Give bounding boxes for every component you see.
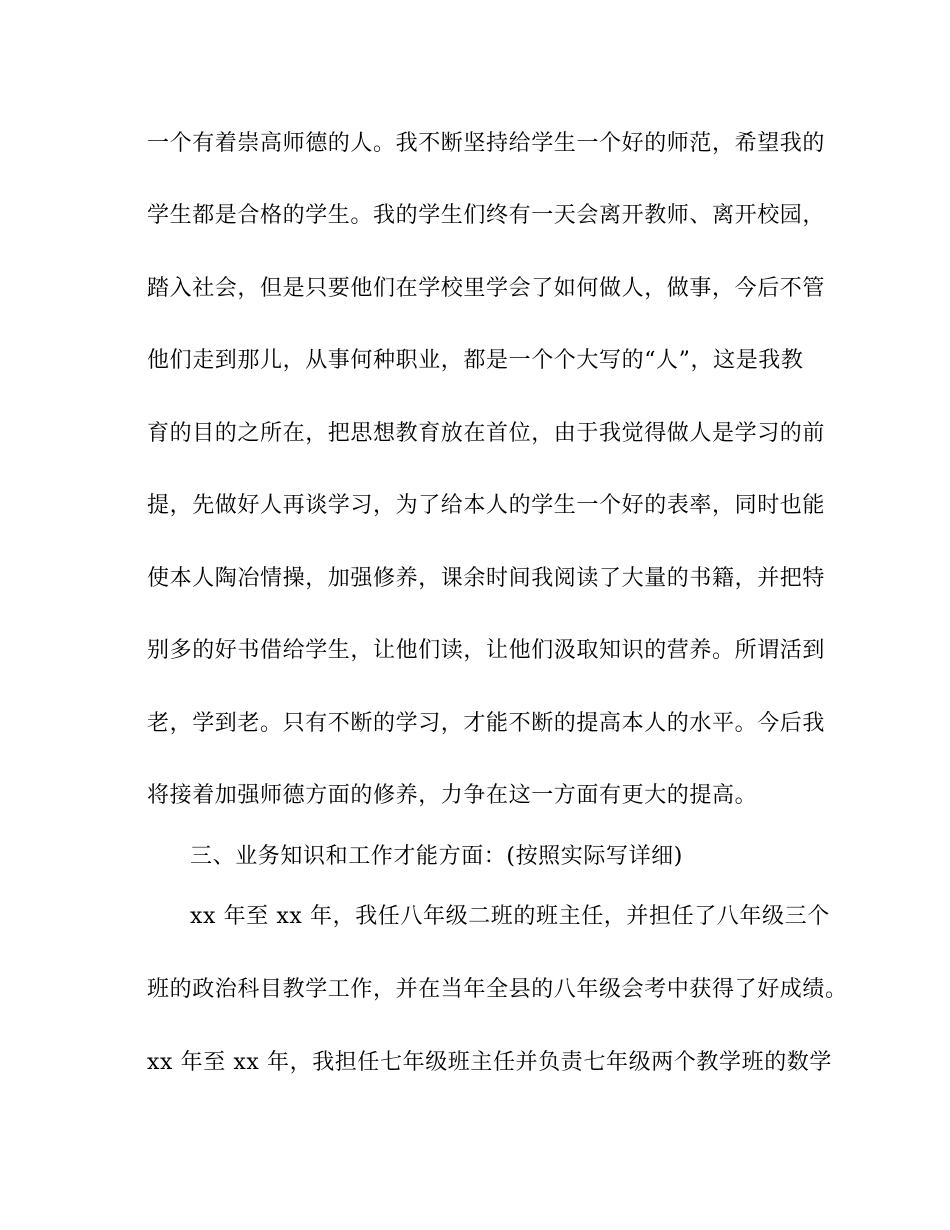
text-line: 使本人陶冶情操，加强修养，课余时间我阅读了大量的书籍，并把特 (147, 566, 826, 591)
section-heading: 三、业务知识和工作才能方面：(按照实际写详细) (190, 844, 683, 869)
text-line: 他们走到那儿，从事何种职业，都是一个个大写的“人”，这是我教 (147, 348, 804, 373)
text-line: 踏入社会，但是只要他们在学校里学会了如何做人，做事，今后不管 (147, 276, 826, 301)
text-line: 一个有着崇高师德的人。我不断坚持给学生一个好的师范，希望我的 (147, 131, 826, 156)
paragraph-start-line: xx 年至 xx 年，我任八年级二班的班主任，并担任了八年级三个 (190, 904, 830, 929)
text-line: xx 年至 xx 年，我担任七年级班主任并负责七年级两个教学班的数学 (147, 1050, 833, 1075)
text-line: 育的目的之所在，把思想教育放在首位，由于我觉得做人是学习的前 (147, 421, 826, 446)
text-line: 将接着加强师德方面的修养，力争在这一方面有更大的提高。 (147, 783, 758, 808)
text-line: 别多的好书借给学生，让他们读，让他们汲取知识的营养。所谓活到 (147, 638, 826, 663)
text-line: 提，先做好人再谈学习，为了给本人的学生一个好的表率，同时也能 (147, 493, 826, 518)
text-line: 老，学到老。只有不断的学习，才能不断的提高本人的水平。今后我 (147, 711, 826, 736)
text-line: 学生都是合格的学生。我的学生们终有一天会离开教师、离开校园， (147, 203, 826, 228)
text-line: 班的政治科目教学工作，并在当年全县的八年级会考中获得了好成绩。 (147, 977, 848, 1002)
